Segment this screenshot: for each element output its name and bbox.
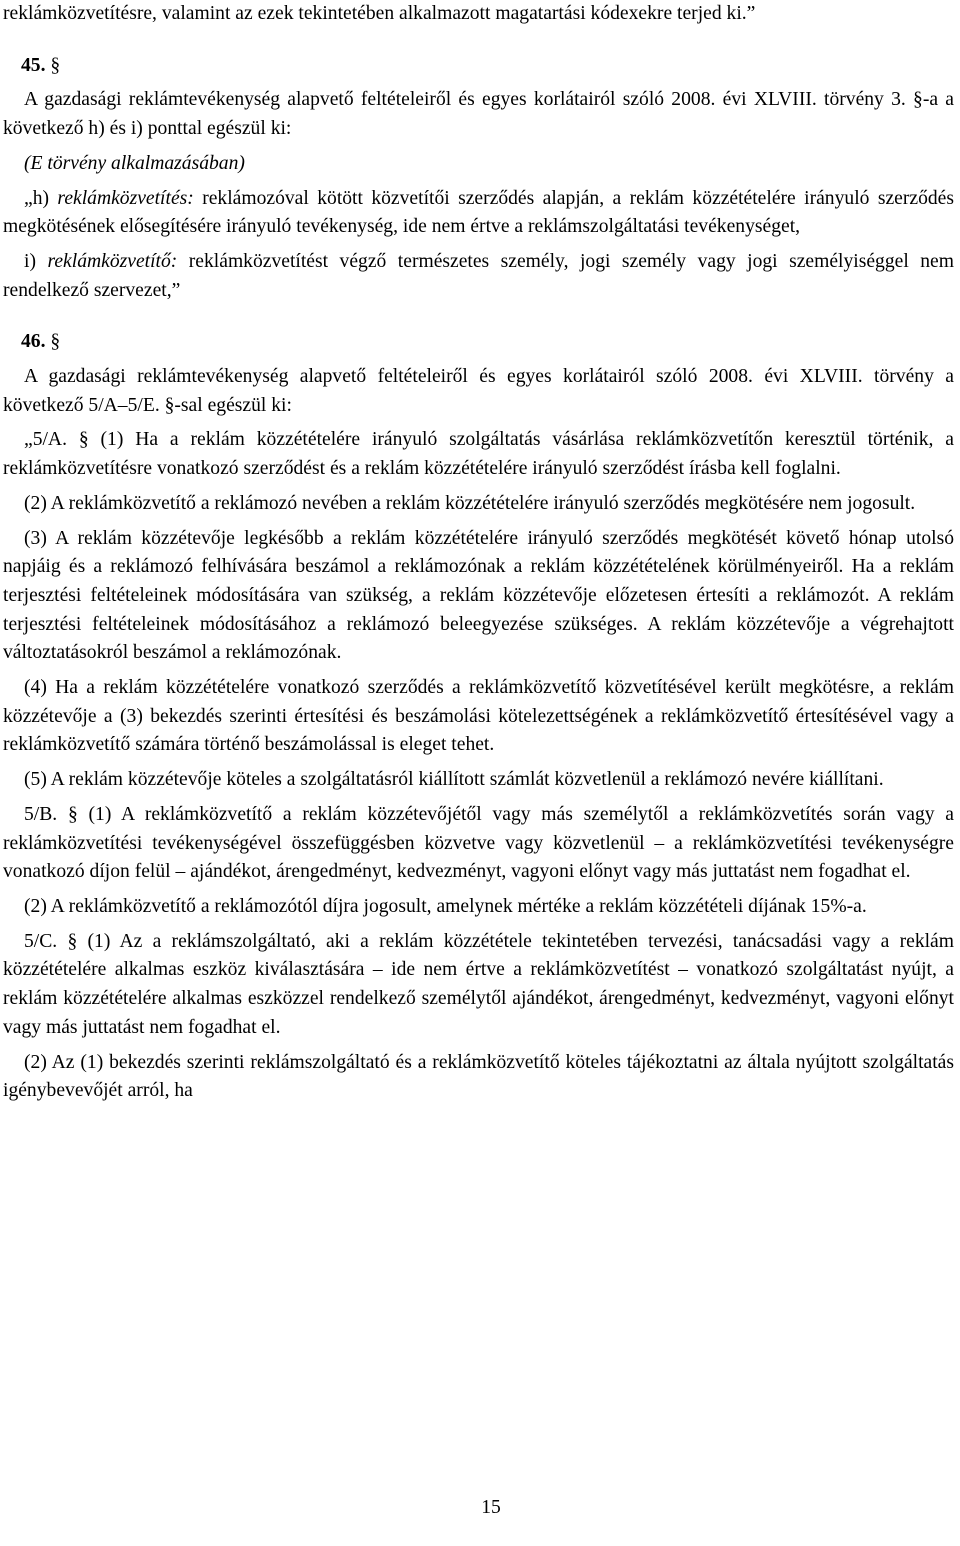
paragraph-amendment-intro: A gazdasági reklámtevékenység alapvető feltételeiről és egyes korlátairól szóló 2008. évi XLVIII. törvény 3. §-a a következő h) és i) ponttal egészül ki:: [3, 89, 954, 140]
page-number: 15: [481, 1497, 501, 1518]
paragraph-5a-1: „5/A. § (1) Ha a reklám közzétételére irányuló szolgáltatás vásárlása reklámközvetítőn keresztül történik, a reklámközvetítésre vonatkozó szerződést és a reklám közzétételére irányuló szerződést írásba kell foglalni.: [3, 429, 954, 480]
paragraph-5a-2: (2) A reklámközvetítő a reklámozó nevében a reklám közzétételére irányuló szerződés megkötésére nem jogosult.: [24, 492, 916, 514]
section-number: 46.: [21, 331, 46, 353]
paragraph-5b-1: 5/B. § (1) A reklámközvetítő a reklám közzétevőjétől vagy más személytől a reklámközvetítés során vagy a reklámközvetítési tevékenységével összefüggésben közvetve vagy közvetlenül – a reklámközvetítési tevékenységre vonatkozó díjon felül – ajándékot, árengedményt, kedvezményt, vagyoni előnyt vagy más juttatást nem fogadhat el.: [3, 803, 954, 883]
paragraph-5b-2: (2) A reklámközvetítő a reklámozótól díjra jogosult, amelynek mértéke a reklám közzétételi díjának 15%-a.: [24, 895, 867, 917]
point-i-label: i): [24, 250, 48, 272]
section-heading-45: [3, 52, 954, 81]
paragraph-amendment-intro-46: A gazdasági reklámtevékenység alapvető feltételeiről és egyes korlátairól szóló 2008. évi XLVIII. törvény a következő 5/A–5/E. §-sal egészül ki:: [3, 366, 954, 416]
point-i-definition: reklámközvetítést végző természetes személy, jogi személy vagy jogi személyiséggel nem rendelkező szervezet,”: [3, 250, 954, 301]
paragraph-5c-2: (2) Az (1) bekezdés szerinti reklámszolgáltató és a reklámközvetítő köteles tájékoztatni az általa nyújtott szolgáltatás igénybevevőjét arról, ha: [3, 1051, 954, 1102]
paragraph-5a-4: (4) Ha a reklám közzétételére vonatkozó szerződés a reklámközvetítő közvetítésével került megkötésre, a reklám közzétevője a (3) bekezdés szerinti értesítési és beszámolási kötelezettségének a reklámközvetítő értesítésével vagy a reklámközvetítő számára történő beszámolással is eleget tehet.: [3, 677, 954, 756]
point-h-label: „h): [24, 187, 58, 209]
section-sign: §: [50, 331, 61, 353]
point-h-term: reklámközvetítés:: [57, 187, 194, 209]
paragraph-5a-3: (3) A reklám közzétevője legkésőbb a reklám közzétételére irányuló szerződés megkötését követő hónap utolsó napjáig és a reklámozó felhívására beszámol a reklámozónak a reklám közzétételének körülményeiről. Ha a reklám terjesztési feltételeinek módosítására van szükség, a reklám közzétevője előzetesen értesíti a reklámozót. A reklám terjesztési feltételeinek módosításához a reklámozó beleegyezése szükséges. A reklám közzétevője a végrehajtott változtatásokról beszámol a reklámozónak.: [3, 527, 954, 664]
point-i-term: reklámközvetítő:: [47, 250, 178, 272]
paragraph-5a-5: (5) A reklám közzétevője köteles a szolgáltatásról kiállított számlát közvetlenül a reklámozó nevére kiállítani.: [24, 769, 884, 791]
paragraph-point-i: [3, 248, 954, 305]
paragraph-continuation: reklámközvetítésre, valamint az ezek tekintetében alkalmazott magatartási kódexekre terjed ki.”: [3, 3, 756, 24]
section-sign: §: [50, 54, 61, 76]
section-heading-46: [3, 328, 954, 357]
paragraph-5c-1: 5/C. § (1) Az a reklámszolgáltató, aki a reklám közzététele tekintetében tervezési, tanácsadási vagy a reklám közzétételére alkalmas eszköz kiválasztására – ide nem értve a reklámközvetítést – vonatkozó szolgáltatást nyújt, a reklám közzétételére alkalmas eszközzel rendelkező személytől ajándékot, árengedményt, kedvezményt, vagyoni előnyt vagy más juttatást nem fogadhat el.: [3, 930, 954, 1038]
section-number: 45.: [21, 54, 46, 76]
paragraph-point-h: [3, 185, 954, 242]
paragraph-scope: [3, 150, 954, 179]
point-h-definition: reklámozóval kötött közvetítői szerződés alapján, a reklám közzétételére irányuló szerződés megkötésének elősegítésére irányuló tevékenység, ide nem értve a reklámszolgáltatási tevékenységet,: [3, 187, 954, 238]
scope-text: (E törvény alkalmazásában): [24, 152, 245, 174]
